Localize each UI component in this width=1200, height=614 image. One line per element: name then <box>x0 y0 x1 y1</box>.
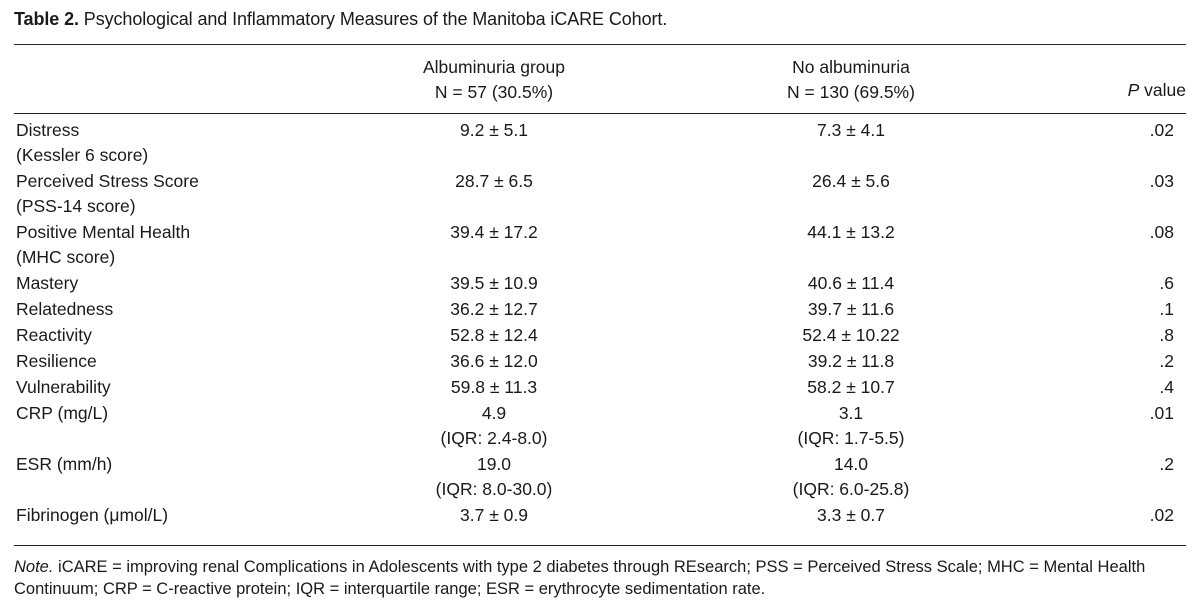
no-albuminuria-value <box>737 503 965 528</box>
table-number: Table 2. <box>14 9 79 29</box>
row-label <box>16 118 148 168</box>
table-title: Psychological and Inflammatory Measures of the Manitoba iCARE Cohort. <box>83 9 668 29</box>
albuminuria-value-line: 28.7 ± 6.5 <box>455 171 533 191</box>
header-group1-n: N = 57 (30.5%) <box>434 82 554 102</box>
row-label-line: (MHC score) <box>16 247 116 267</box>
no-albuminuria-value-line: 52.4 ± 10.22 <box>802 325 900 345</box>
row-label <box>16 323 92 348</box>
note-text: iCARE = improving renal Complications in Adolescents with type 2 diabetes through REsearch; PSS = Perceived Stress Scale; MHC = Mental Health Continuum; CRP = C-reactive protein; IQR = interquartile range; ESR = erythrocyte sedimentation rate. <box>14 558 1146 598</box>
no-albuminuria-value-line: (IQR: 1.7-5.5) <box>797 428 905 448</box>
albuminuria-value-line: 19.0 <box>476 454 512 474</box>
row-label-line: Fibrinogen (μmol/L) <box>16 505 169 525</box>
albuminuria-value <box>380 220 608 245</box>
row-label-line: Reactivity <box>16 325 92 345</box>
albuminuria-value-line: 36.6 ± 12.0 <box>450 351 538 371</box>
albuminuria-value <box>380 297 608 322</box>
row-label <box>16 503 168 528</box>
top-rule <box>14 44 1186 45</box>
table-body <box>14 118 1186 529</box>
no-albuminuria-value <box>737 452 965 502</box>
no-albuminuria-value-line: 40.6 ± 11.4 <box>807 273 895 293</box>
table-row <box>14 297 1186 323</box>
no-albuminuria-value <box>737 375 965 400</box>
no-albuminuria-value-line: 14.0 <box>833 454 869 474</box>
no-albuminuria-value <box>737 169 965 194</box>
albuminuria-value <box>380 349 608 374</box>
header-group2-n: N = 130 (69.5%) <box>787 82 915 102</box>
albuminuria-value <box>380 452 608 502</box>
row-label-line: Perceived Stress Score <box>16 171 199 191</box>
row-label-line: Resilience <box>16 351 97 371</box>
header-p-value <box>1128 78 1186 102</box>
row-label-line: Mastery <box>16 273 79 293</box>
albuminuria-value <box>380 375 608 400</box>
bottom-rule <box>14 545 1186 546</box>
albuminuria-value <box>380 118 608 143</box>
p-value: .2 <box>1159 454 1174 474</box>
albuminuria-value <box>380 401 608 451</box>
row-label-line: CRP (mg/L) <box>16 403 109 423</box>
note-prefix: Note. <box>14 558 54 576</box>
no-albuminuria-value-line: 3.1 <box>838 403 864 423</box>
no-albuminuria-value <box>737 349 965 374</box>
no-albuminuria-value-line: 3.3 ± 0.7 <box>817 505 885 525</box>
p-value: .4 <box>1159 377 1174 397</box>
p-value: .2 <box>1159 351 1174 371</box>
table-row <box>14 452 1186 503</box>
no-albuminuria-value-line: 26.4 ± 5.6 <box>812 171 890 191</box>
table-row <box>14 169 1186 220</box>
p-value: .1 <box>1159 299 1174 319</box>
header-no-albuminuria <box>737 55 965 105</box>
albuminuria-value-line: 4.9 <box>481 403 507 423</box>
table-row <box>14 118 1186 169</box>
no-albuminuria-value-line: 39.7 ± 11.6 <box>807 299 895 319</box>
header-p-rest: value <box>1139 80 1186 100</box>
albuminuria-value-line: 3.7 ± 0.9 <box>460 505 528 525</box>
albuminuria-value <box>380 323 608 348</box>
row-label <box>16 375 111 400</box>
table-row <box>14 323 1186 349</box>
table-row <box>14 503 1186 529</box>
header-rule <box>14 113 1186 114</box>
albuminuria-value-line: 39.4 ± 17.2 <box>450 222 538 242</box>
row-label-line: Distress <box>16 120 80 140</box>
row-label <box>16 271 78 296</box>
row-label <box>16 349 97 374</box>
p-value: .01 <box>1149 403 1174 423</box>
row-label-line: ESR (mm/h) <box>16 454 113 474</box>
table-row <box>14 220 1186 271</box>
header-p-italic: P <box>1127 80 1140 100</box>
table-row <box>14 271 1186 297</box>
row-label-line: Relatedness <box>16 299 114 319</box>
p-value: .6 <box>1159 273 1174 293</box>
table-note <box>14 556 1174 600</box>
albuminuria-value-line: 59.8 ± 11.3 <box>450 377 538 397</box>
p-value: .02 <box>1149 505 1174 525</box>
p-value: .8 <box>1159 325 1174 345</box>
row-label <box>16 169 199 219</box>
no-albuminuria-value <box>737 271 965 296</box>
albuminuria-value <box>380 271 608 296</box>
no-albuminuria-value <box>737 401 965 451</box>
albuminuria-value-line: 36.2 ± 12.7 <box>450 299 538 319</box>
no-albuminuria-value-line: 44.1 ± 13.2 <box>807 222 895 242</box>
header-group2-name: No albuminuria <box>792 57 910 77</box>
table-row <box>14 375 1186 401</box>
no-albuminuria-value-line: (IQR: 6.0-25.8) <box>792 479 910 499</box>
no-albuminuria-value <box>737 323 965 348</box>
row-label <box>16 220 190 270</box>
header-group1-name: Albuminuria group <box>422 57 566 77</box>
table-row <box>14 401 1186 452</box>
row-label-line: Positive Mental Health <box>16 222 191 242</box>
header-albuminuria-group <box>380 55 608 105</box>
albuminuria-value <box>380 503 608 528</box>
albuminuria-value-line: 9.2 ± 5.1 <box>460 120 528 140</box>
row-label-line: Vulnerability <box>16 377 111 397</box>
row-label <box>16 297 113 322</box>
no-albuminuria-value-line: 58.2 ± 10.7 <box>807 377 895 397</box>
albuminuria-value-line: (IQR: 8.0-30.0) <box>435 479 553 499</box>
row-label <box>16 401 108 426</box>
no-albuminuria-value-line: 39.2 ± 11.8 <box>807 351 895 371</box>
table-row <box>14 349 1186 375</box>
no-albuminuria-value <box>737 118 965 143</box>
albuminuria-value-line: 39.5 ± 10.9 <box>450 273 538 293</box>
no-albuminuria-value-line: 7.3 ± 4.1 <box>817 120 885 140</box>
albuminuria-value <box>380 169 608 194</box>
no-albuminuria-value <box>737 220 965 245</box>
no-albuminuria-value <box>737 297 965 322</box>
row-label-line: (Kessler 6 score) <box>16 145 149 165</box>
row-label-line: (PSS-14 score) <box>16 196 136 216</box>
p-value: .03 <box>1149 171 1174 191</box>
p-value: .08 <box>1149 222 1174 242</box>
row-label <box>16 452 112 477</box>
table-caption <box>14 9 667 30</box>
albuminuria-value-line: 52.8 ± 12.4 <box>450 325 538 345</box>
albuminuria-value-line: (IQR: 2.4-8.0) <box>440 428 548 448</box>
p-value: .02 <box>1149 120 1174 140</box>
